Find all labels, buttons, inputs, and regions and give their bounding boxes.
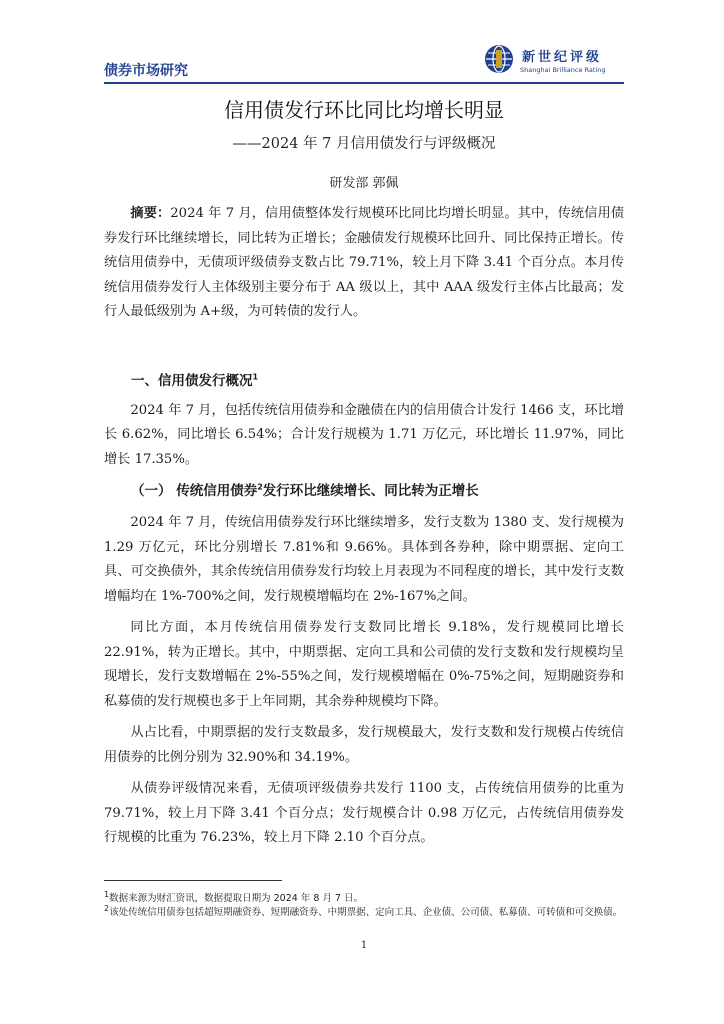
page-header <box>104 38 624 84</box>
abstract-label: 摘要： <box>130 206 171 221</box>
report-title: 信用债发行环比同比均增长明显 <box>224 98 504 122</box>
report-body <box>104 202 624 858</box>
header-rule <box>104 82 624 84</box>
subsection-paragraph-1: 2024 年 7 月，传统信用债券发行环比继续增多，发行支数为 1380 支、发行规模为 1.29 万亿元，环比分别增长 7.81%和 9.66%。具体到各券种，除中期票据、定向工具、可交换债外，其余传统信用债券发行均较上月表现为不同程度的增长，其中发行支数增幅均在 1%-700%之间，发行规模增幅均在 2%-167%之间。 <box>104 515 624 604</box>
section-heading-1: 一、信用债发行概况$^1$ <box>131 372 259 389</box>
subsection-heading-1: （一） 传统信用债券$^2$发行环比继续增长、同比转为正增长 <box>131 482 479 499</box>
footnote-2: $^2$该处传统信用债券包括超短期融资券、短期融资券、中期票据、定向工具、企业债、公司债、私募债、可转债和可交换债。 <box>104 903 623 918</box>
subsection-paragraph-4: 从债券评级情况来看，无债项评级债券共发行 1100 支，占传统信用债券的比重为 79.71%，较上月下降 3.41 个百分点；发行规模合计 0.98 万亿元，占传统信用债券发行规模的比重为 76.23%，较上月下降 2.10 个百分点。 <box>104 781 624 845</box>
report-author: 研发部 郭佩 <box>329 176 399 191</box>
footnotes <box>104 889 624 920</box>
report-subtitle: ——2024 年 7 月信用债发行与评级概况 <box>232 136 496 152</box>
abstract-paragraph <box>104 202 624 325</box>
logo-chinese-name: 新世纪评级 <box>522 50 603 65</box>
subsection-paragraph-3: 从占比看，中期票据的发行支数最多，发行规模最大，发行支数和发行规模占传统信用债券的比例分别为 32.90%和 34.19%。 <box>104 725 624 765</box>
footnote-1: $^1$数据来源为财汇资讯，数据提取日期为 2024 年 8 月 7 日。 <box>104 889 363 904</box>
company-logo <box>484 42 624 78</box>
logo-english-name: Shanghai Brilliance Rating <box>520 66 606 74</box>
logo-globe-icon <box>484 44 514 74</box>
page-number: 1 <box>360 940 368 951</box>
section-label: 债券市场研究 <box>104 63 188 79</box>
section1-paragraph: 2024 年 7 月，包括传统信用债券和金融债在内的信用债合计发行 1466 支，环比增长 6.62%，同比增长 6.54%；合计发行规模为 1.71 万亿元，环比增长 11.97%，同比增长 17.35%。 <box>104 402 624 467</box>
footnote-ref-2[interactable]: 2 <box>257 482 263 492</box>
abstract-text: 2024 年 7 月，信用债整体发行规模环比同比均增长明显。其中，传统信用债券发行环比继续增长，同比转为正增长；金融债发行规模环比回升、同比保持正增长。传统信用债券中，无债项评级债券支数占比 79.71%，较上月下降 3.41 个百分点。本月传统信用债券发行人主体级别主要分布于 AA 级以上，其中 AAA 级发行主体占比最高；发行人最低级别为 A+级，为可转债的发行人。 <box>104 206 625 319</box>
footnote-rule <box>104 880 282 881</box>
subsection-paragraph-2: 同比方面，本月传统信用债券发行支数同比增长 9.18%，发行规模同比增长 22.91%，转为正增长。其中，中期票据、定向工具和公司债的发行支数和发行规模均呈现增长，发行支数增幅在 2%-55%之间，发行规模增幅在 0%-75%之间，短期融资券和私募债的发行规模也多于上年同期，其余券种规模均下降。 <box>104 620 624 709</box>
footnote-ref-1[interactable]: 1 <box>252 372 259 381</box>
